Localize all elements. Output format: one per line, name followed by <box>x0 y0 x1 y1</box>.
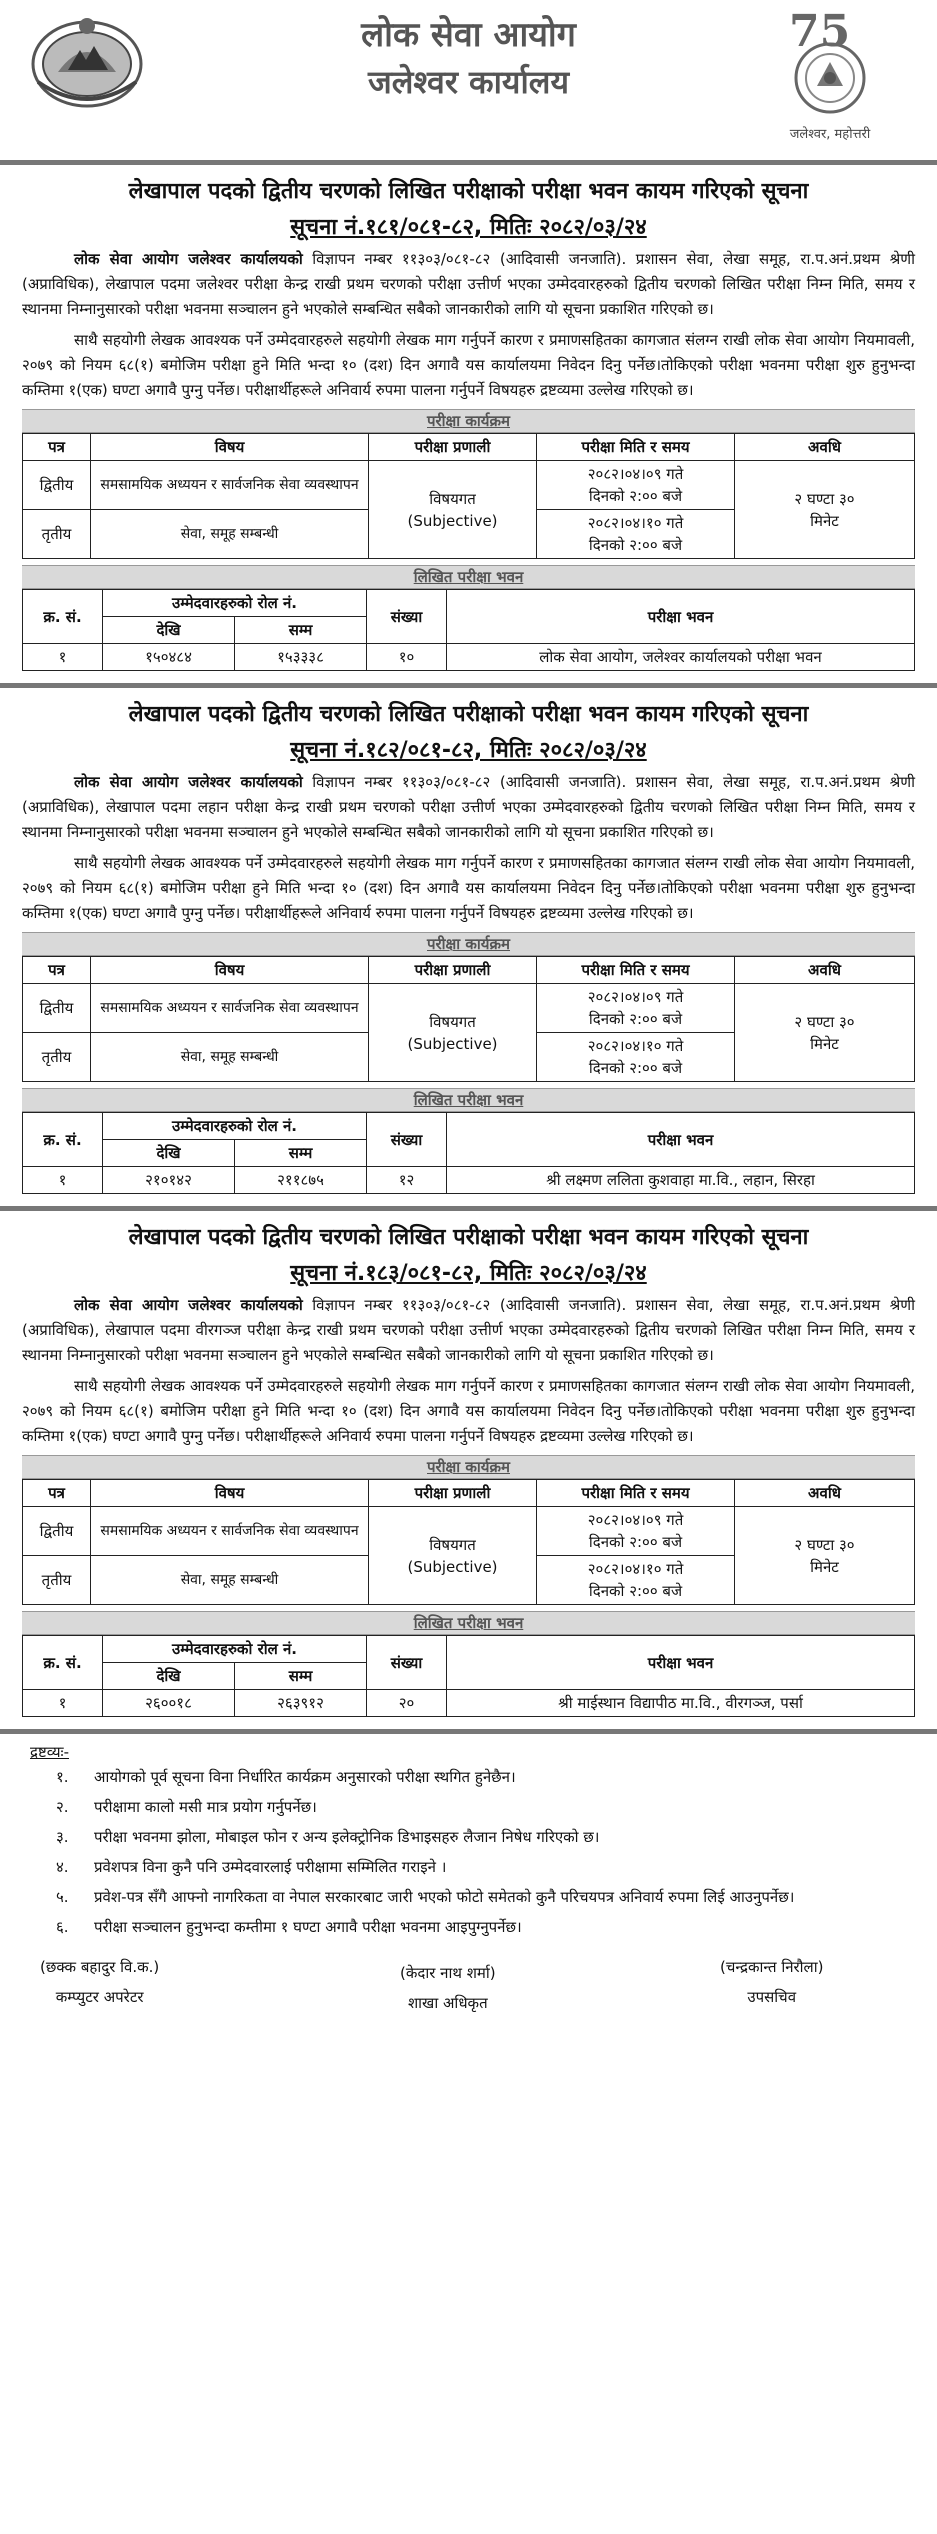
table-row: द्वितीय समसामयिक अध्ययन र सार्वजनिक सेवा व्यवस्थापन विषयगत (Subjective) २०८२।०४।०९ गते दिनको २:०० बजे २ घण्टा ३० मिनेट <box>23 1507 915 1556</box>
signature-undersecretary: (चन्द्रकान्त निरौला) उपसचिव <box>720 1958 824 2006</box>
venue-band: लिखित परीक्षा भवन <box>22 1611 915 1635</box>
table-header-row: पत्र विषय परीक्षा प्रणाली परीक्षा मिति र समय अवधि <box>23 957 915 984</box>
note-item: ६. परीक्षा सञ्चालन हुनुभन्दा कम्तीमा १ घण्टा अगावै परीक्षा भवनमा आइपुग्नुपर्नेछ। <box>56 1918 522 1936</box>
candidate-table <box>22 1635 915 1717</box>
schedule-table <box>22 956 915 1082</box>
table-header-row: पत्र विषय परीक्षा प्रणाली परीक्षा मिति र समय अवधि <box>23 1480 915 1507</box>
notice-title: लेखापाल पदको द्वितीय चरणको लिखित परीक्षाको परीक्षा भवन कायम गरिएको सूचना <box>128 1225 809 1250</box>
signature-computer-operator: (छक्क बहादुर वि.क.) कम्प्युटर अपरेटर <box>40 1958 160 2006</box>
notice-para-1: लोक सेवा आयोग जलेश्वर कार्यालयको विज्ञापन नम्बर ११३०३/०८१-८२ (आदिवासी जनजाति). प्रशासन सेवा, लेखा समूह, रा.प.अनं.प्रथम श्रेणी (अप्राविधिक), लेखापाल पदमा जलेश्वर परीक्षा केन्द्र राखी प्रथम चरणको परीक्षा उत्तीर्ण भएका उम्मेदवारहरुको द्वितीय चरणको लिखित परीक्षा निम्न मिति, समय र स्थानमा निम्नानुसारको परीक्षा भवनमा सञ्चालन हुने भएकोले सम्बन्धित सबैको जानकारीको लागि यो सूचना प्रकाशित गरिएको छ। <box>22 250 915 318</box>
schedule-table <box>22 433 915 559</box>
note-item: ५. प्रवेश-पत्र सँगै आफ्नो नागरिकता वा नेपाल सरकारबाट जारी भएको फोटो समेतको कुनै परिचयपत्र अनिवार्य रुपमा लिई आउनुपर्नेछ। <box>56 1888 795 1906</box>
note-item: १. आयोगको पूर्व सूचना विना निर्धारित कार्यक्रम अनुसारको परीक्षा स्थगित हुनेछैन। <box>56 1768 516 1786</box>
table-row: द्वितीय समसामयिक अध्ययन र सार्वजनिक सेवा व्यवस्थापन विषयगत (Subjective) २०८२।०४।०९ गते दिनको २:०० बजे २ घण्टा ३० मिनेट <box>23 461 915 510</box>
notice-ref: सूचना नं.१८१/०८१-८२, मितिः २०८२/०३/२४ <box>290 215 647 240</box>
venue-band: लिखित परीक्षा भवन <box>22 565 915 589</box>
divider <box>0 683 937 688</box>
notice <box>0 1221 937 1717</box>
anniversary-logo-icon <box>775 6 885 126</box>
table-header-row: क्र. सं. उम्मेदवारहरुको रोल नं. संख्या परीक्षा भवन <box>23 1113 915 1140</box>
signatures <box>0 1952 937 2032</box>
table-header-row: देखि सम्म <box>23 617 915 644</box>
notes-list <box>30 1762 907 1942</box>
notice-para-1: लोक सेवा आयोग जलेश्वर कार्यालयको विज्ञापन नम्बर ११३०३/०८१-८२ (आदिवासी जनजाति). प्रशासन सेवा, लेखा समूह, रा.प.अनं.प्रथम श्रेणी (अप्राविधिक), लेखापाल पदमा वीरगञ्ज परीक्षा केन्द्र राखी प्रथम चरणको परीक्षा उत्तीर्ण भएका उम्मेदवारहरुको द्वितीय चरणको लिखित परीक्षा निम्न मिति, समय र स्थानमा निम्नानुसारको परीक्षा भवनमा सञ्चालन हुने भएकोले सम्बन्धित सबैको जानकारीको लागि यो सूचना प्रकाशित गरिएको छ। <box>22 1296 915 1364</box>
table-row: द्वितीय समसामयिक अध्ययन र सार्वजनिक सेवा व्यवस्थापन विषयगत (Subjective) २०८२।०४।०९ गते दिनको २:०० बजे २ घण्टा ३० मिनेट <box>23 984 915 1033</box>
schedule-band: परीक्षा कार्यक्रम <box>22 1455 915 1479</box>
anniversary-number: 75 <box>789 6 851 57</box>
notes-section <box>0 1742 937 1942</box>
notice-title: लेखापाल पदको द्वितीय चरणको लिखित परीक्षाको परीक्षा भवन कायम गरिएको सूचना <box>128 179 809 204</box>
notice-block-3 <box>0 1221 937 1717</box>
page-header <box>0 0 937 160</box>
candidate-table <box>22 1112 915 1194</box>
schedule-band: परीक्षा कार्यक्रम <box>22 409 915 433</box>
table-row: तृतीय सेवा, समूह सम्बन्धी २०८२।०४।१० गते दिनको २:०० बजे <box>23 1033 915 1082</box>
candidate-table <box>22 589 915 671</box>
notices-container <box>0 175 937 1734</box>
divider <box>0 1729 937 1734</box>
table-header-row: देखि सम्म <box>23 1663 915 1690</box>
notice-ref: सूचना नं.१८३/०८१-८२, मितिः २०८२/०३/२४ <box>290 1261 647 1286</box>
notice <box>0 175 937 671</box>
table-header-row: पत्र विषय परीक्षा प्रणाली परीक्षा मिति र समय अवधि <box>23 434 915 461</box>
notice <box>0 698 937 1194</box>
notice-ref: सूचना नं.१८२/०८१-८२, मितिः २०८२/०३/२४ <box>290 738 647 763</box>
notes-heading: द्रष्टव्यः- <box>30 1743 69 1761</box>
notice-title: लेखापाल पदको द्वितीय चरणको लिखित परीक्षाको परीक्षा भवन कायम गरिएको सूचना <box>128 702 809 727</box>
notice-block-2 <box>0 698 937 1194</box>
table-row: तृतीय सेवा, समूह सम्बन्धी २०८२।०४।१० गते दिनको २:०० बजे <box>23 1556 915 1605</box>
table-row: तृतीय सेवा, समूह सम्बन्धी २०८२।०४।१० गते दिनको २:०० बजे <box>23 510 915 559</box>
table-header-row: देखि सम्म <box>23 1140 915 1167</box>
note-item: २. परीक्षामा कालो मसी मात्र प्रयोग गर्नुपर्नेछ। <box>56 1798 317 1816</box>
notice-para-2: साथै सहयोगी लेखक आवश्यक पर्ने उम्मेदवारहरुले सहयोगी लेखक माग गर्नुपर्ने कारण र प्रमाणसहितका कागजात संलग्न राखी लोक सेवा आयोग नियमावली, २०७९ को नियम ६८(१) बमोजिम परीक्षा हुने मिति भन्दा १० (दश) दिन अगावै यस कार्यालयमा निवेदन दिनु पर्नेछ।तोकिएको परीक्षा भवनमा परीक्षा शुरु हुनुभन्दा कम्तिमा १(एक) घण्टा अगावै पुग्नु पर्नेछ। परीक्षार्थीहरूले अनिवार्य रुपमा पालना गर्नुपर्ने विषयहरु द्रष्टव्यमा उल्लेख गरिएको छ। <box>22 854 915 922</box>
divider <box>0 1206 937 1211</box>
divider <box>0 160 937 165</box>
table-row: १ १५०४८४ १५३३३८ १० लोक सेवा आयोग, जलेश्वर कार्यालयको परीक्षा भवन <box>23 644 915 671</box>
org-name: लोक सेवा आयोग <box>361 15 576 55</box>
note-item: ३. परीक्षा भवनमा झोला, मोबाइल फोन र अन्य इलेक्ट्रोनिक डिभाइसहरु लैजान निषेध गरिएको छ। <box>56 1828 600 1846</box>
schedule-table <box>22 1479 915 1605</box>
signature-section-officer: (केदार नाथ शर्मा) शाखा अधिकृत <box>400 1964 496 2012</box>
notice-para-2: साथै सहयोगी लेखक आवश्यक पर्ने उम्मेदवारहरुले सहयोगी लेखक माग गर्नुपर्ने कारण र प्रमाणसहितका कागजात संलग्न राखी लोक सेवा आयोग नियमावली, २०७९ को नियम ६८(१) बमोजिम परीक्षा हुने मिति भन्दा १० (दश) दिन अगावै यस कार्यालयमा निवेदन दिनु पर्नेछ।तोकिएको परीक्षा भवनमा परीक्षा शुरु हुनुभन्दा कम्तिमा १(एक) घण्टा अगावै पुग्नु पर्नेछ। परीक्षार्थीहरूले अनिवार्य रुपमा पालना गर्नुपर्ने विषयहरु द्रष्टव्यमा उल्लेख गरिएको छ। <box>22 1377 915 1445</box>
office-location: जलेश्वर, महोत्तरी <box>789 127 871 142</box>
note-item: ४. प्रवेशपत्र विना कुनै पनि उम्मेदवारलाई परीक्षामा सम्मिलित गराइने । <box>56 1858 447 1876</box>
table-header-row: क्र. सं. उम्मेदवारहरुको रोल नं. संख्या परीक्षा भवन <box>23 1636 915 1663</box>
notice-para-2: साथै सहयोगी लेखक आवश्यक पर्ने उम्मेदवारहरुले सहयोगी लेखक माग गर्नुपर्ने कारण र प्रमाणसहितका कागजात संलग्न राखी लोक सेवा आयोग नियमावली, २०७९ को नियम ६८(१) बमोजिम परीक्षा हुने मिति भन्दा १० (दश) दिन अगावै यस कार्यालयमा निवेदन दिनु पर्नेछ।तोकिएको परीक्षा भवनमा परीक्षा शुरु हुनुभन्दा कम्तिमा १(एक) घण्टा अगावै पुग्नु पर्नेछ। परीक्षार्थीहरूले अनिवार्य रुपमा पालना गर्नुपर्ने विषयहरु द्रष्टव्यमा उल्लेख गरिएको छ। <box>22 331 915 399</box>
venue-band: लिखित परीक्षा भवन <box>22 1088 915 1112</box>
notice-para-1: लोक सेवा आयोग जलेश्वर कार्यालयको विज्ञापन नम्बर ११३०३/०८१-८२ (आदिवासी जनजाति). प्रशासन सेवा, लेखा समूह, रा.प.अनं.प्रथम श्रेणी (अप्राविधिक), लेखापाल पदमा लहान परीक्षा केन्द्र राखी प्रथम चरणको परीक्षा उत्तीर्ण भएका उम्मेदवारहरुको द्वितीय चरणको लिखित परीक्षा निम्न मिति, समय र स्थानमा निम्नानुसारको परीक्षा भवनमा सञ्चालन हुने भएकोले सम्बन्धित सबैको जानकारीको लागि यो सूचना प्रकाशित गरिएको छ। <box>22 773 915 841</box>
table-row: १ २१०१४२ २११८७५ १२ श्री लक्ष्मण ललिता कुशवाहा मा.वि., लहान, सिरहा <box>23 1167 915 1194</box>
notice-block-1 <box>0 175 937 671</box>
table-header-row: क्र. सं. उम्मेदवारहरुको रोल नं. संख्या परीक्षा भवन <box>23 590 915 617</box>
office-name: जलेश्वर कार्यालय <box>367 63 570 101</box>
table-row: १ २६००१८ २६३९१२ २० श्री माईस्थान विद्यापीठ मा.वि., वीरगञ्ज, पर्सा <box>23 1690 915 1717</box>
schedule-band: परीक्षा कार्यक्रम <box>22 932 915 956</box>
